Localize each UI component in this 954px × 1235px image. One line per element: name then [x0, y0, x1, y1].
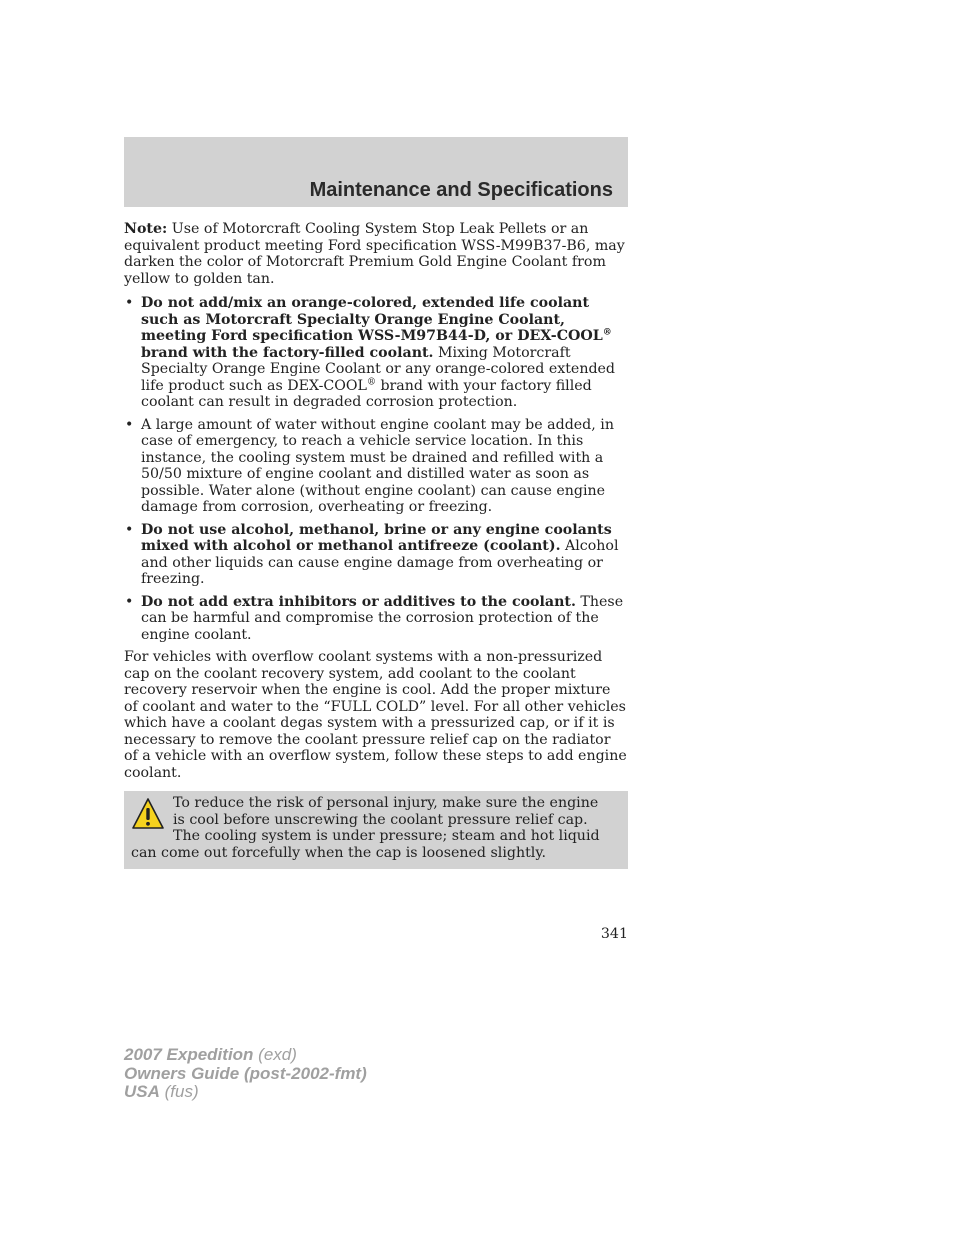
note-text: Use of Motorcraft Cooling System Stop Leak Pellets or an equivalent product meeting Ford specification WSS-M99B37-B6, may darken the color of Motorcraft Premium Gold Engine Coolant from yellow to golden tan.: [124, 221, 625, 287]
list-item: [124, 417, 628, 516]
warning-text: To reduce the risk of personal injury, make sure the engine is cool before unscrewing the coolant pressure relief cap. The cooling system is under pressure; steam and hot liquid can come out forcefully when the cap is loosened slightly.: [131, 795, 600, 861]
list-item: [124, 522, 628, 588]
footer-line-model: 2007 Expedition (exd): [124, 1045, 297, 1064]
bullet-icon: •: [125, 416, 134, 433]
warning-box: [124, 791, 628, 869]
bullet-text: These can be harmful and compromise the corrosion protection of the engine coolant.: [141, 593, 624, 643]
document-footer: [124, 1046, 367, 1102]
bullet-icon: •: [125, 521, 134, 538]
bullet-bold-text: Do not use alcohol, methanol, brine or any engine coolants mixed with alcohol or methanol antifreeze (coolant).: [141, 521, 612, 554]
bullet-list: [124, 295, 628, 643]
bullet-icon: •: [125, 593, 134, 610]
page-content: [124, 221, 628, 869]
bullet-bold-text: Do not add extra inhibitors or additives to the coolant.: [141, 593, 576, 610]
coolant-paragraph: For vehicles with overflow coolant systems with a non-pressurized cap on the coolant recovery system, add coolant to the coolant recovery reservoir when the engine is cool. Add the proper mixture of coolant and water to the “FULL COLD” level. For all other vehicles which have a coolant degas system with a pressurized cap, or if it is necessary to remove the coolant pressure relief cap on the radiator of a vehicle with an overflow system, follow these steps to add engine coolant.: [124, 649, 627, 781]
section-title: Maintenance and Specifications: [309, 179, 613, 201]
bullet-icon: •: [125, 295, 134, 311]
bullet-text: Mixing Motorcraft Specialty Orange Engine Coolant or any orange-colored extended life product such as DEX-COOL® brand with your factory filled coolant can result in degraded corrosion protection.: [141, 344, 616, 410]
footer-line-guide: Owners Guide (post-2002-fmt): [124, 1063, 367, 1083]
list-item: [124, 594, 628, 644]
bullet-text: A large amount of water without engine coolant may be added, in case of emergency, to reach a vehicle service location. In this instance, the cooling system must be drained and refilled with a 50/50 mixture of engine coolant and distilled water as soon as possible. Water alone (without engine coolant) can cause engine damage from corrosion, overheating or freezing.: [141, 416, 614, 515]
list-item: [124, 295, 628, 411]
page-number: 341: [600, 926, 628, 942]
bullet-text: Alcohol and other liquids can cause engine damage from overheating or freezing.: [141, 538, 619, 587]
section-header-band: [124, 137, 628, 207]
footer-line-market: USA (fus): [124, 1082, 199, 1101]
note-label: Note:: [124, 221, 168, 237]
bullet-bold-text: Do not add/mix an orange-colored, extended life coolant such as Motorcraft Specialty Orange Engine Coolant, meeting Ford specification WSS-M97B44-D, or DEX-COOL® brand with the factory-filled coolant.: [141, 295, 612, 361]
warning-triangle-icon: [131, 797, 165, 831]
note-paragraph: [124, 221, 628, 287]
